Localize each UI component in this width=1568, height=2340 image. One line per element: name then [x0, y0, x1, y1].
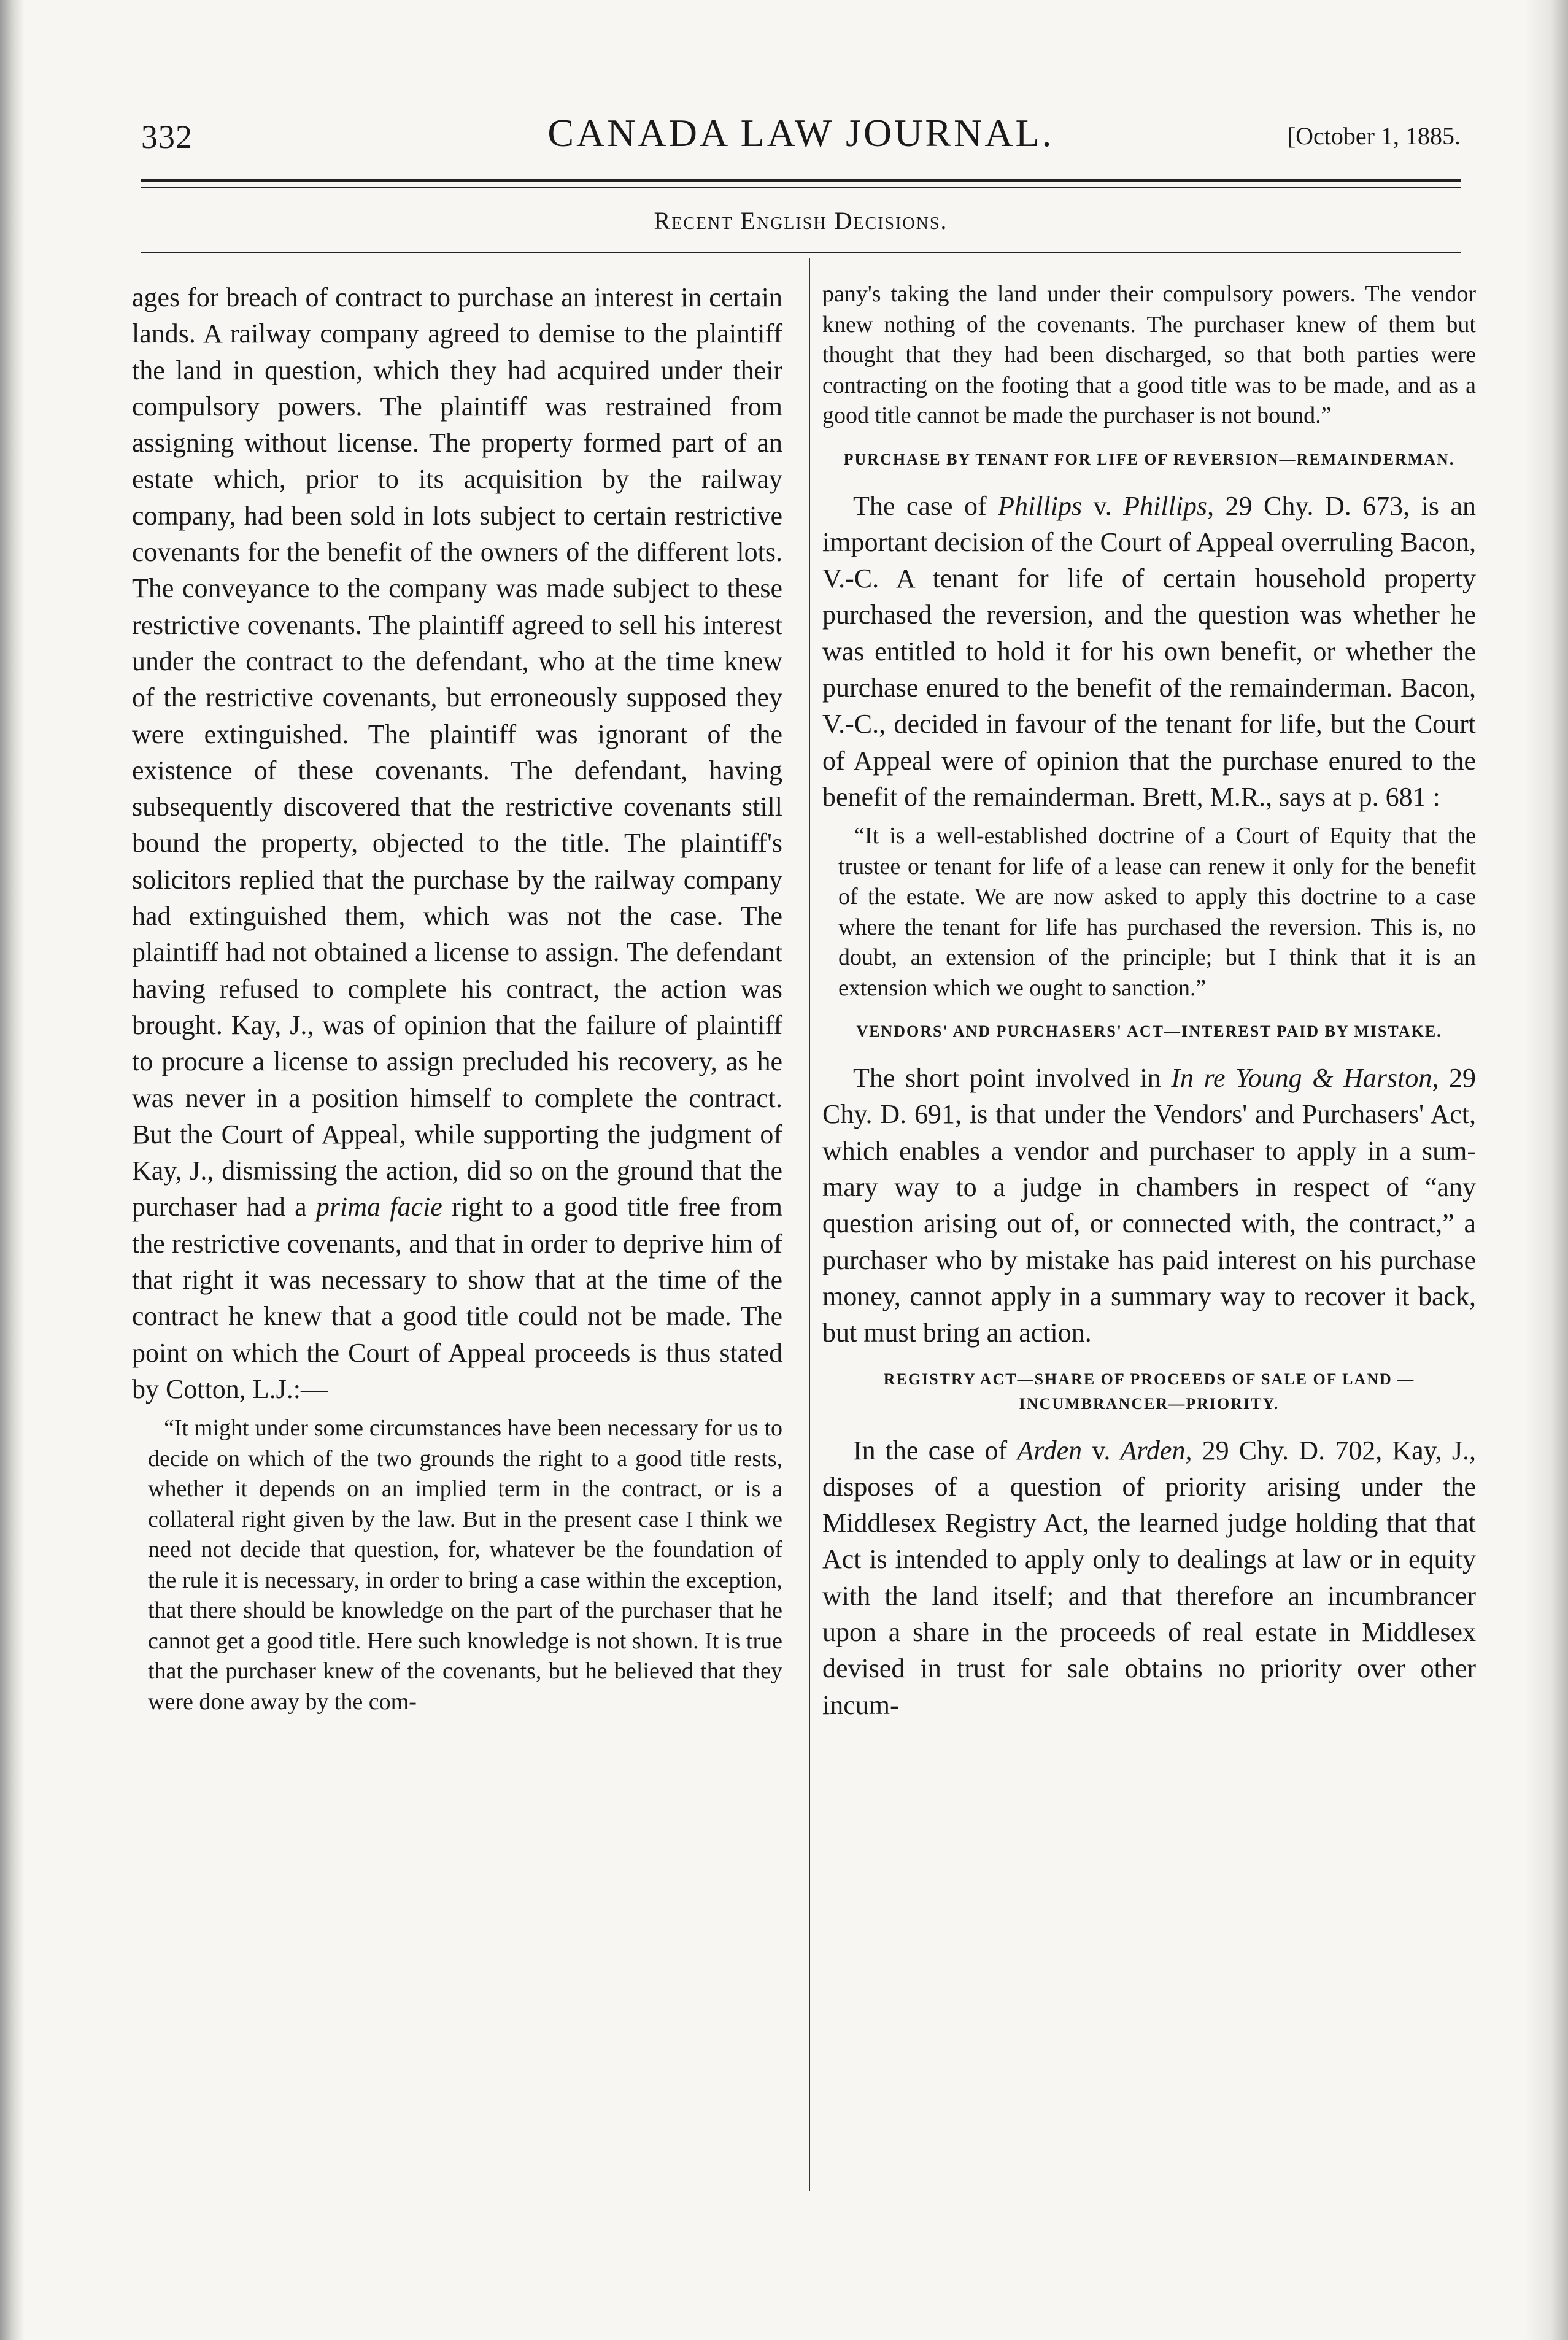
paragraph-text: v. — [1082, 490, 1124, 521]
paragraph-young-harston — [822, 1060, 1476, 1351]
subheading-vendors-purchasers-act: VENDORS' AND PURCHASERS' ACT—INTEREST PAID BY MISTAKE. — [856, 1022, 1442, 1041]
case-name-italic: Phillips — [998, 490, 1083, 521]
paragraph-text: ages for breach of contract to purchase an interest in certain lands. A railway company agreed to demise to the plaintiff the land in question, which they had acquired under their compulsory powers. The plaintiff was restrained from assigning without license. The property formed part of an estate which, prior to its acquisition by the railway company, had been sold in lots subject to certain restrictive covenants for the benefit of the owners of the different lots. The conveyance to the company was made subject to these restrictive covenants. The plaintiff agreed to sell his interest under the contract to the defendant, who at the time knew of the restrictive covenants, but erroneously supposed they were extinguished. The plaintiff was ignorant of the existence of these covenants. The defendant, having subsequently discovered that the restrictive covenants still bound the property, objected to the title. The plaintiff's solicitors replied that the purchase by the railway company had extinguished them, which was not the case. The plaintiff had not obtained a license to assign. The defendant having refused to complete his contract, the action was brought. Kay, J., was of opinion that the failure of plaintiff to procure a license to assign precluded his recovery, as he was never in a position himself to complete the contract. But the Court of Appeal, while supporting the judgment of Kay, J., dismissing the action, did so on the ground that the purchaser had a — [132, 282, 782, 1222]
running-title: CANADA LAW JOURNAL. — [547, 111, 1054, 155]
case-name-italic: Arden — [1120, 1435, 1186, 1465]
left-column — [132, 279, 782, 1717]
section-heading-rule — [141, 252, 1461, 253]
page-number: 332 — [141, 118, 193, 155]
italic-phrase: prima facie — [315, 1192, 442, 1222]
header-rule-thick — [141, 179, 1461, 182]
paragraph-phillips — [822, 488, 1476, 816]
case-name-italic: Phillips — [1123, 490, 1208, 521]
paragraph-text: , 29 Chy. D. 702, Kay, J., disposes of a question of priority arising under the Middlesex Registry Act, the learned judge holding that that Act is intended to apply only to dealings at law or in equity with the land itself; and that therefore an incumbrancer upon a share in the proceeds of real estate in Middlesex devised in trust for sale obtains no priority over other incum- — [822, 1435, 1476, 1720]
quotation-cotton: “It might under some circumstances have been necessary for us to decide on which of the two grounds the right to a good title rests, whether it depends on an implied term in the contract, or is a collateral right given by the law. But in the present case I think we need not decide that question, for, whatever be the foundation of the rule it is necessary, in order to bring a case within the exception, that there should be knowledge on the part of the purchaser that he cannot get a good title. Here such knowledge is not shown. It is true that the purchaser knew of the covenants, but he believed that they were done away by the com- — [148, 1415, 782, 1715]
page-header — [141, 110, 1461, 166]
header-rule-thin — [141, 187, 1461, 188]
issue-date: [October 1, 1885. — [1287, 122, 1461, 150]
binding-edge-shadow — [0, 0, 25, 2340]
paragraph-text: The short point involved in — [853, 1063, 1172, 1094]
case-name-italic: Arden — [1017, 1435, 1083, 1465]
paragraph-text: , 29 Chy. D. 673, is an important decision of the Court of Appeal overruling Bacon, V.-C. A tenant for life of certain household property purchased the reversion, and the question was whether he was entitled to hold it for his own benefit, or whether the purchase enured to the benefit of the remainderman. Bacon, V.-C., decided in favour of the tenant for life, but the Court of Appeal were of opinion that the purchase enured to the benefit of the remainderman. Brett, M.R., says at p. 681 : — [822, 490, 1476, 812]
case-name-italic: In re Young & Harston — [1171, 1063, 1432, 1094]
quotation-continued: pany's taking the land under their compulsory powers. The vendor knew nothing of the covenants. The purchaser knew of them but thought that they had been discharged, so that both parties were contracting on the footing that a good title was to be made, and as a good title cannot be made the purchaser is not bound.” — [822, 281, 1476, 428]
paragraph-text: The case of — [853, 490, 998, 521]
subheading-purchase-by-tenant: PURCHASE BY TENANT FOR LIFE OF REVERSION—REMAINDERMAN. — [843, 450, 1455, 468]
paragraph-contract-case — [132, 279, 782, 1407]
paragraph-arden — [822, 1432, 1476, 1723]
paragraph-text: , 29 Chy. D. 691, is that under the Vendors' and Purchasers' Act, which enables a vendor and purchaser to apply in a summary way to a judge in chambers in respect of “any question arising out of, or connected with, the contract,” a purchaser who by mistake has paid interest on his purchase money, cannot apply in a summary way to recover it back, but must bring an action. — [822, 1063, 1477, 1348]
subheading-registry-act: REGISTRY ACT—SHARE OF PROCEEDS OF SALE OF LAND —INCUMBRANCER—PRIORITY. — [883, 1370, 1415, 1413]
right-column — [822, 279, 1476, 1723]
page-edge-shadow — [1525, 0, 1568, 2340]
quotation-brett: “It is a well-established doctrine of a Court of Equity that the trustee or tenant for life of a lease can renew it only for the benefit of the estate. We are now asked to apply this doctrine to a case where the tenant for life has purchased the reversion. This is, no doubt, an extension of the principle; but I think that it is an extension which we ought to sanction.” — [838, 823, 1476, 1001]
column-divider — [809, 258, 810, 2191]
section-heading: Recent English Decisions. — [654, 207, 948, 234]
paragraph-text: right to a good title free from the restrictive covenants, and that in order to deprive him of that right it was necessary to show that at the time of the contract he knew that a good title could not be made. The point on which the Court of Appeal proceeds is thus stated by Cotton, L.J.:— — [132, 1192, 782, 1404]
paragraph-text: In the case of — [853, 1435, 1018, 1465]
paragraph-text: v. — [1082, 1435, 1121, 1465]
